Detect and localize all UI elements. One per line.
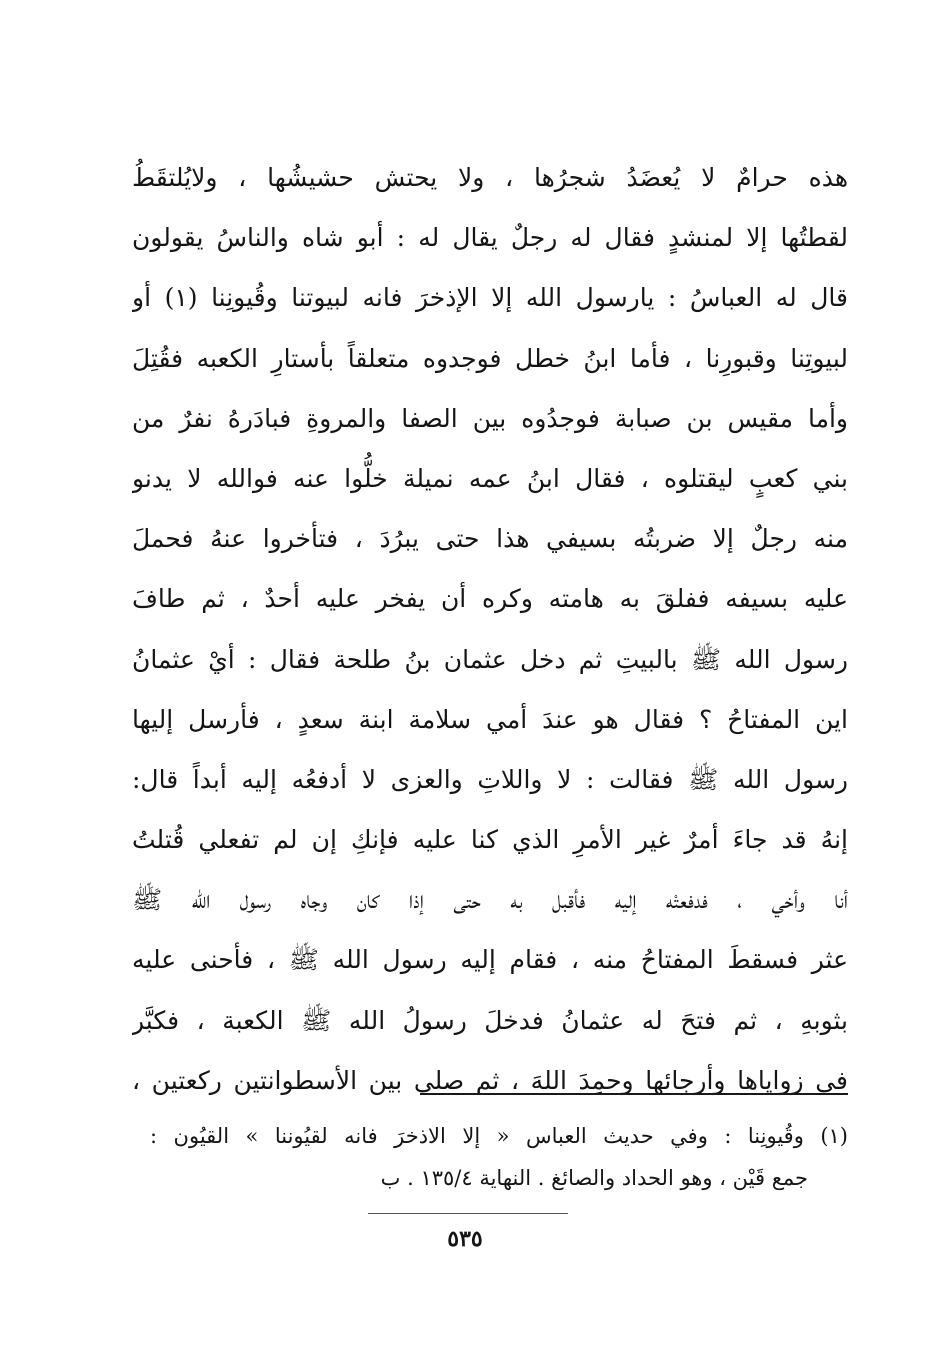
text-line-12: إنهُ قد جاءَ أمرٌ غير الأمرِ الذي كنا عليه فإنكِ إن لم تفعلي قُتلتُ (132, 825, 848, 855)
text-line-8: عليه بسيفه ففلقَ به هامته وكره أن يفخر عليه أحدٌ ، ثم طافَ (132, 584, 848, 614)
text-line-4: لبيوتِنا وقبورِنا ، فأما ابنُ خطل فوجدوه متعلقاً بأستارِ الكعبه فقُتِلَ (132, 343, 848, 373)
text-line-2: لقطتُها إلا لمنشدٍ فقال له رجلٌ يقال له : أبو شاه والناسُ يقولون (132, 223, 848, 253)
text-line-10: اين المفتاحُ ؟ فقال هو عندَ أمي سلامة ابنة سعدٍ ، فأرسل إليها (132, 704, 848, 734)
text-line-16: في زواياها وأرجائها وحمِدَ اللهَ ، ثم صلى بين الأسطوانتين ركعتين ، (132, 1065, 848, 1095)
footnotes-block (150, 1115, 848, 1199)
text-line-1: هذه حرامٌ لا يُعضَدُ شجرُها ، ولا يحتش حشيشُها ، ولايُلتقَطُ (132, 163, 848, 192)
text-line-11: رسول الله ﷺ فقالت : لا واللاتِ والعزى لا أدفعُه إليه أبداً قال: (132, 764, 848, 794)
text-line-6: بني كعبٍ ليقتلوه ، فقال ابنُ عمه نميلة خلُّوا عنه فوالله لا يدنو (132, 463, 848, 493)
text-line-13: أنا وأخي ، فدفعتْه إليه فأقبل به حتى إذا كان وجاه رسول الله ﷺ (132, 885, 848, 915)
page-number: ٥٣٥ (447, 1226, 483, 1252)
text-line-15: بثوبهِ ، ثم فتحَ له عثمانُ فدخلَ رسولُ الله ﷺ الكعبة ، فكبَّر (132, 1005, 848, 1035)
footnote-line-1: (١) وقُيونِنا : وفي حديث العباس « إلا الاذخرَ فانه لقيُوننا » القيُون : (150, 1124, 848, 1148)
text-line-7: منه رجلٌ إلا ضربتُه بسيفي هذا حتى يبرُدَ ، فتأخروا عنهُ فحملَ (132, 524, 848, 554)
footnote-line-2: جمع قَيْن ، وهو الحداد والصائغ . النهاية ١٣٥/٤ . ب (380, 1166, 808, 1190)
text-line-5: وأما مقيس بن صبابة فوجدُوه بين الصفا والمروةِ فبادَرهُ نفرٌ من (132, 403, 848, 433)
text-line-3: قال له العباسُ : يارسول الله إلا الإذخرَ فانه لبيوتنا وقُيونِنا (١) أو (132, 283, 848, 313)
page-number-divider (368, 1213, 568, 1214)
text-line-14: عثر فسقطَ المفتاحُ منه ، فقام إليه رسول الله ﷺ ، فأحنى عليه (132, 945, 848, 975)
text-line-9: رسول الله ﷺ بالبيتِ ثم دخل عثمان بنُ طلحة فقال : أيْ عثمانُ (132, 644, 848, 674)
footnote-divider (420, 1093, 848, 1095)
main-text-block (132, 148, 848, 1111)
